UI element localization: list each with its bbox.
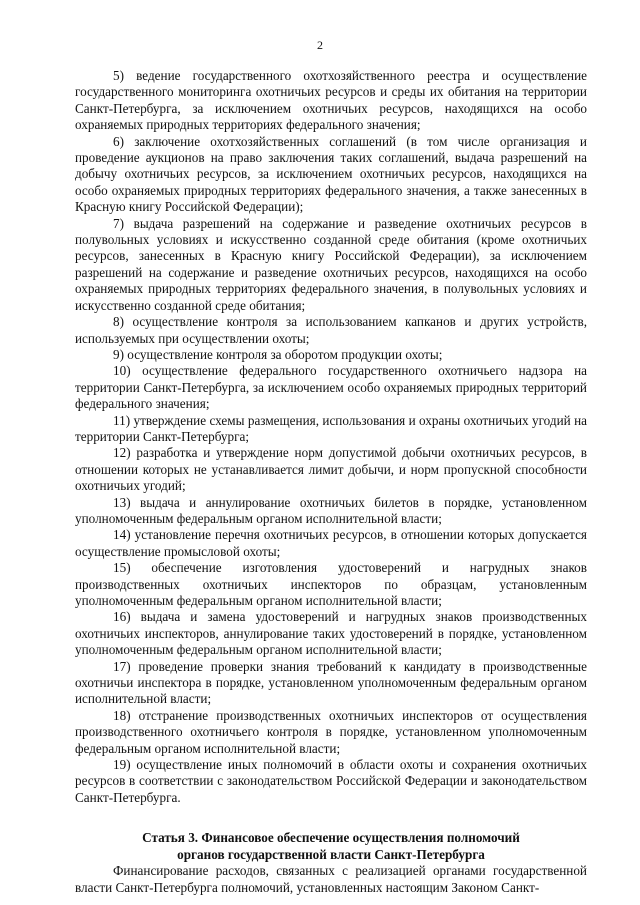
list-item: 13) выдача и аннулирование охотничьих билетов в порядке, установленном уполномоченным федеральным органом исполнительной власти; (75, 494, 587, 526)
list-item: 12) разработка и утверждение норм допустимой добычи охотничьих ресурсов, в отношении которых не устанавливается лимит добычи, и норм пропускной способности охотничьих угодий; (75, 445, 587, 494)
page-number: 2 (317, 38, 323, 52)
list-item: 9) осуществление контроля за оборотом продукции охоты; (113, 346, 443, 362)
article-text: Финансирование расходов, связанных с реализацией органами государственной власти Санкт-Петербурга полномочий, установленных настоящим Законом Санкт- (75, 863, 587, 895)
list-item: 8) осуществление контроля за использованием капканов и других устройств, используемых при осуществлении охоты; (75, 314, 587, 346)
list-item: 11) утверждение схемы размещения, использования и охраны охотничьих угодий на территории Санкт-Петербурга; (75, 412, 587, 444)
list-item: 14) установление перечня охотничьих ресурсов, в отношении которых допускается осуществление промысловой охоты; (75, 527, 587, 559)
article-title-line: Статья 3. Финансовое обеспечение осуществления полномочий (142, 830, 520, 846)
list-item: 19) осуществление иных полномочий в области охоты и сохранения охотничьих ресурсов в соответствии с законодательством Российской Федерации и законодательством Санкт-Петербурга. (75, 757, 587, 805)
list-item: 16) выдача и замена удостоверений и нагрудных знаков производственных охотничьих инспекторов, аннулирование таких удостоверений в порядке, установленном уполномоченным федеральным органом исполнительной власти; (75, 609, 587, 658)
list-item: 6) заключение охотхозяйственных соглашений (в том числе организация и проведение аукционов на право заключения таких соглашений, выдача разрешений на добычу охотничьих ресурсов, за исключением охотничьих ресурсов, находящихся на особо охраняемых природных территориях федерального значения, а также занесенных в Красную книгу Российской Федерации); (75, 133, 587, 215)
article-title (75, 830, 587, 863)
list-item: 10) осуществление федерального государственного охотничьего надзора на территории Санкт-Петербурга, за исключением особо охраняемых природных территорий федерального значения; (75, 363, 587, 412)
list-item: 7) выдача разрешений на содержание и разведение охотничьих ресурсов в полувольных условиях и искусственно созданной среде обитания (кроме охотничьих ресурсов, занесенных в Красную книгу Российской Федерации), за исключением разрешений на содержание и разведение охотничьих ресурсов, находящихся на особо охраняемых природных территориях федерального значения, в полувольных условиях и искусственно созданной среде обитания; (75, 215, 587, 313)
document-body (75, 68, 587, 896)
list-item: 18) отстранение производственных охотничьих инспекторов от осуществления производственного охотничьего контроля в порядке, установленном уполномоченным федеральным органом исполнительной власти; (75, 707, 587, 756)
article-title-line: органов государственной власти Санкт-Петербурга (177, 846, 485, 862)
list-item: 5) ведение государственного охотхозяйственного реестра и осуществление государственного мониторинга охотничьих ресурсов и среды их обитания на территории Санкт-Петербурга, за исключением охотничьих ресурсов, находящихся на особо охраняемых природных территориях федерального значения; (75, 68, 587, 133)
list-item: 17) проведение проверки знания требований к кандидату в производственные охотничьи инспектора в порядке, установленном уполномоченным федеральным органом исполнительной власти; (75, 658, 587, 707)
list-item: 15) обеспечение изготовления удостоверений и нагрудных знаков производственных охотничьих инспекторов по образцам, установленным уполномоченным федеральным органом исполнительной власти; (75, 560, 587, 608)
